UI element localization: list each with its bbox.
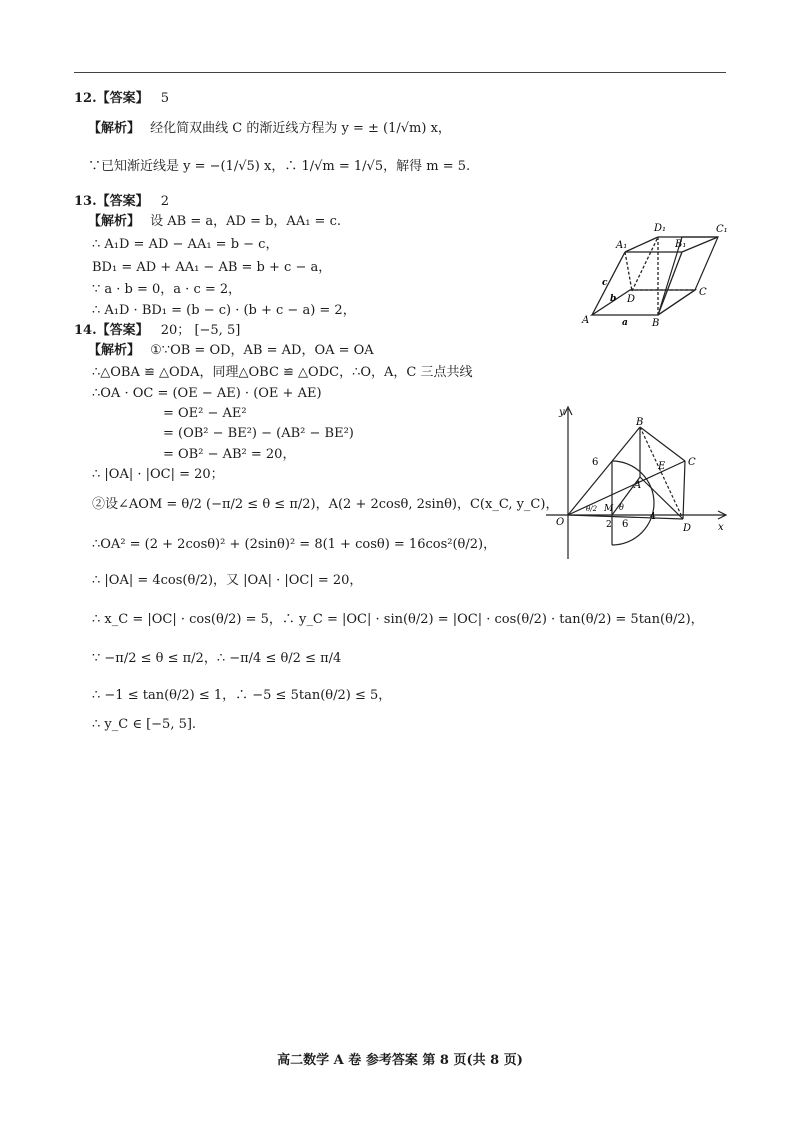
q12-line2: ∵已知渐近线是 y = −(1/√5) x，∴ 1/√m = 1/√5，解得 m = 5. [88, 159, 471, 174]
segment-BC [640, 427, 685, 461]
q12-label: 12.【答案】 [74, 91, 149, 106]
q13-label: 13.【答案】 [74, 194, 149, 209]
segment-AD [640, 477, 683, 519]
label-four: 4 [650, 512, 656, 522]
label-D: D [683, 523, 692, 534]
q14-analysis-label: 【解析】 [88, 343, 141, 358]
q13-parallelepiped-figure [580, 215, 730, 327]
q14-line7: ∴ |OA| · |OC| = 20； [92, 467, 224, 482]
q13-analysis-label: 【解析】 [88, 214, 141, 229]
q14-line13: ∴ −1 ≤ tan(θ/2) ≤ 1，∴ −5 ≤ 5tan(θ/2) ≤ 5， [92, 688, 392, 703]
q13-line2: ∴ A₁D = AD − AA₁ = b − c， [92, 237, 279, 252]
q14-answer-row [74, 322, 240, 340]
q14-line12: ∵ −π/2 ≤ θ ≤ π/2，∴ −π/4 ≤ θ/2 ≤ π/4 [92, 651, 342, 666]
q12-analysis-label: 【解析】 [88, 121, 141, 136]
edge-a1-d [625, 252, 632, 291]
q12-line1: 经化简双曲线 C 的渐近线方程为 y = ± (1/√m) x， [150, 121, 451, 136]
label-B: B [636, 417, 644, 428]
q14-line8: ②设∠AOM = θ/2 (−π/2 ≤ θ ≤ π/2)，A(2 + 2cosθ, 2sinθ)，C(x_C, y_C)， [92, 497, 559, 512]
label-O: O [556, 517, 565, 528]
q13-line5: ∴ A₁D · BD₁ = (b − c) · (b + c − a) = 2， [92, 303, 356, 318]
label-six-lower: 6 [622, 519, 629, 530]
label-M: M [604, 504, 614, 514]
label-C: C [688, 457, 696, 468]
q14-line3: ∴OA · OC = (OE − AE) · (OE + AE) [92, 386, 322, 401]
q14-line10: ∴ |OA| = 4cos(θ/2)，又 |OA| · |OC| = 20， [92, 573, 363, 588]
base-face [592, 290, 695, 315]
q14-label: 14.【答案】 [74, 323, 149, 338]
header-rule [74, 72, 726, 73]
q13-analysis-row1 [88, 213, 341, 231]
label-six-upper: 6 [592, 457, 599, 468]
segment-BD [640, 427, 683, 519]
label-C: C [699, 287, 707, 298]
q14-line11: ∴ x_C = |OC| · cos(θ/2) = 5，∴ y_C = |OC| · sin(θ/2) = |OC| · cos(θ/2) · tan(θ/2) = 5tan(θ/2)， [92, 612, 704, 627]
label-A: A [582, 315, 590, 326]
q14-line5: = (OB² − BE²) − (AB² − BE²) [163, 426, 354, 441]
label-theta: θ [619, 503, 624, 512]
label-half-theta: θ/2 [586, 505, 598, 513]
right-face [658, 237, 718, 315]
q14-line9: ∴OA² = (2 + 2cosθ)² + (2sinθ)² = 8(1 + cosθ) = 16cos²(θ/2)， [92, 537, 497, 552]
vector-b-label: b [610, 294, 617, 304]
page-footer: 高二数学 A 卷 参考答案 第 8 页(共 8 页) [277, 1053, 523, 1068]
q14-line4: = OE² − AE² [163, 406, 247, 421]
q14-line2: ∴△OBA ≌ △ODA，同理△OBC ≌ △ODC，∴O，A，C 三点共线 [92, 365, 473, 380]
segment-OB [568, 427, 640, 515]
label-D: D [627, 294, 636, 305]
q14-line6: = OB² − AB² = 20， [163, 447, 296, 462]
edge-a-a1 [592, 252, 625, 315]
label-axis-x: x [718, 522, 724, 533]
label-C1: C₁ [716, 224, 728, 235]
q12-answer-row [74, 90, 169, 108]
label-A: A [634, 480, 642, 491]
q14-line14: ∴ y_C ∈ [−5, 5]. [92, 717, 197, 732]
label-two: 2 [606, 520, 612, 530]
label-B1: B₁ [675, 239, 687, 250]
label-A1: A₁ [616, 240, 628, 251]
q13-answer-row [74, 193, 169, 211]
segment-CD [683, 461, 685, 519]
vector-c-label: c [602, 278, 608, 288]
q14-coordinate-figure [542, 403, 732, 561]
q13-line1: 设 AB = a，AD = b，AA₁ = c. [150, 214, 341, 229]
q14-line1: ①∵OB = OD，AB = AD，OA = OA [150, 343, 374, 358]
q12-analysis-row1 [88, 120, 451, 138]
q13-answer: 2 [160, 194, 170, 209]
label-axis-y: y [559, 407, 565, 418]
vector-a-label: a [622, 318, 628, 327]
q13-line3: BD₁ = AD + AA₁ − AB = b + c − a， [92, 260, 332, 275]
label-D1: D₁ [654, 223, 667, 234]
q13-line4: ∵ a · b = 0，a · c = 2， [92, 282, 242, 297]
q14-analysis-row1 [88, 342, 374, 360]
q14-answer: 20； [−5, 5] [160, 323, 241, 338]
edge-a1-d1 [625, 237, 658, 252]
label-B: B [652, 318, 660, 327]
edge-d-d1 [632, 237, 658, 291]
label-E: E [658, 461, 666, 472]
edge-b1-b [658, 252, 682, 315]
q12-answer: 5 [160, 91, 170, 106]
